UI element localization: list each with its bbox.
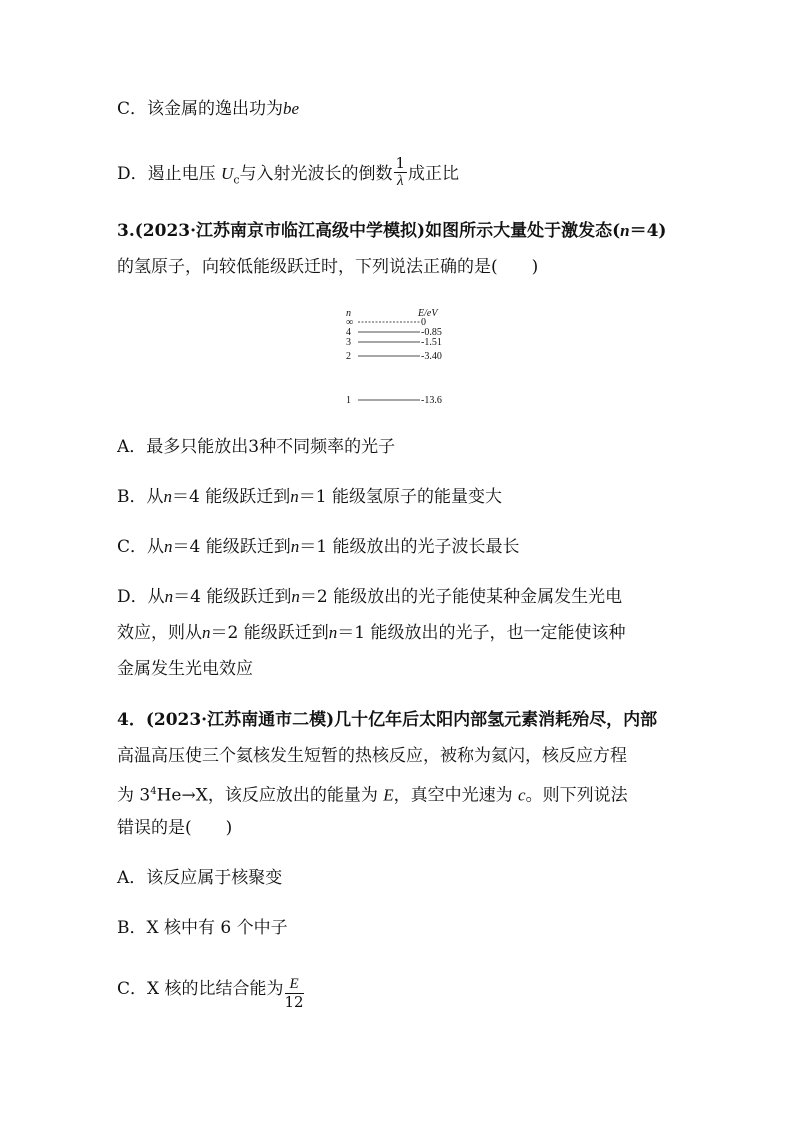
level-energy-label: -1.51 — [421, 337, 442, 348]
level-n-label: 4 — [346, 327, 351, 338]
q3-option-d-start: D．从 — [117, 587, 165, 607]
level-energy-label: -13.6 — [421, 395, 442, 406]
level-energy-label: -3.40 — [421, 351, 442, 362]
q3-option-d-line-2-start: 效应，则从 — [117, 623, 202, 643]
q2-option-d-fraction — [394, 155, 408, 190]
q2-option-d-end: 成正比 — [408, 164, 460, 184]
q3-option-c-middle: ＝4 能级跃迁到 — [172, 537, 291, 557]
q4-text: ，该反应放出的能量为 — [207, 785, 384, 806]
q4-option-a: A．该反应属于核聚变 — [117, 868, 283, 888]
q3-option-c-end: ＝1 能级放出的光子波长最长 — [299, 537, 520, 557]
q3-option-b-middle: ＝4 能级跃迁到 — [172, 487, 291, 507]
q4-mass-number: 4 — [150, 786, 157, 797]
q2-option-d-voltage-subscript: c — [233, 173, 240, 187]
q4-stem-line-2: 高温高压使三个氦核发生短暂的热核反应，被称为氦闪，核反应方程 — [117, 746, 627, 766]
n-symbol: n — [164, 587, 174, 606]
diagram-n-header: n — [346, 308, 351, 319]
n-symbol: n — [328, 623, 338, 642]
q3-stem-n: n — [620, 221, 630, 240]
n-symbol: n — [163, 487, 172, 506]
q3-option-b — [117, 486, 502, 508]
q4-text-3: 。则下列说法 — [525, 785, 628, 806]
q3-option-b-start: B．从 — [117, 487, 164, 507]
q2-option-d-middle: 与入射光波长的倒数 — [239, 164, 393, 184]
q4-stem-line-3 — [117, 781, 628, 807]
q4-equation-coefficient: 为 3 — [117, 785, 151, 806]
n-symbol: n — [290, 537, 300, 556]
n-symbol: n — [202, 623, 211, 642]
q4-stem-line-1: 4．(2023·江苏南通市二模)几十亿年后太阳内部氢元素消耗殆尽，内部 — [117, 710, 658, 730]
q3-option-d-middle: ＝4 能级跃迁到 — [173, 587, 292, 607]
q4-option-c — [117, 972, 305, 1011]
q3-option-c — [117, 536, 519, 558]
fraction-numerator: 1 — [395, 154, 406, 172]
n-symbol: n — [290, 487, 299, 506]
q2-option-c-variable: be — [283, 99, 300, 118]
q3-option-d-line-1 — [117, 586, 622, 608]
q4-option-c-fraction — [285, 976, 304, 1011]
level-energy-label: -0.85 — [421, 327, 442, 338]
q3-option-d-line-3: 金属发生光电效应 — [117, 659, 253, 679]
q4-option-b: B．X 核中有 6 个中子 — [117, 918, 288, 938]
energy-levels — [346, 317, 442, 406]
q3-option-a: A．最多只能放出3种不同频率的光子 — [117, 437, 396, 457]
q3-stem-text: 3.(2023·江苏南京市临江高级中学模拟)如图所示大量处于激发态( — [117, 221, 621, 241]
q4-light-speed-symbol: c — [518, 785, 526, 805]
q3-option-b-end: ＝1 能级氢原子的能量变大 — [298, 487, 502, 507]
q4-stem-line-4: 错误的是( ) — [117, 818, 233, 838]
q2-option-d — [117, 154, 460, 192]
q3-option-d-line-2-middle: ＝2 能级跃迁到 — [210, 623, 329, 643]
fraction-denominator: λ — [397, 173, 404, 189]
level-n-label: 2 — [346, 351, 351, 362]
q4-energy-symbol: E — [383, 785, 394, 805]
diagram-energy-header: E/eV — [418, 308, 438, 319]
q3-stem-line-1 — [117, 220, 666, 242]
level-energy-label: 0 — [421, 317, 426, 328]
q3-option-d-line-2 — [117, 622, 625, 644]
q2-option-d-text: D．遏止电压 — [117, 164, 222, 184]
q4-equation: He→X — [156, 785, 208, 806]
q2-option-d-voltage-symbol: U — [221, 164, 234, 183]
q3-stem-value: ＝4) — [629, 221, 667, 241]
energy-level-diagram — [340, 306, 460, 410]
q2-option-c — [117, 98, 299, 120]
q3-option-d-line-2-end: ＝1 能级放出的光子，也一定能使该种 — [337, 623, 626, 643]
q4-option-c-text: C．X 核的比结合能为 — [117, 979, 284, 999]
fraction-numerator: E — [285, 976, 304, 994]
n-symbol: n — [164, 537, 173, 556]
q4-text-2: ，真空中光速为 — [393, 785, 519, 806]
q3-option-c-start: C．从 — [117, 537, 165, 557]
n-symbol: n — [291, 587, 300, 606]
level-n-label: 3 — [346, 337, 351, 348]
q3-stem-line-2: 的氢原子，向较低能级跃迁时，下列说法正确的是( ) — [117, 257, 539, 277]
q3-option-d-end: ＝2 能级放出的光子能使某种金属发生光电 — [299, 587, 623, 607]
level-n-label: 1 — [346, 395, 351, 406]
level-n-label: ∞ — [346, 317, 354, 328]
q2-option-c-text: C．该金属的逸出功为 — [117, 99, 284, 119]
fraction-denominator: 12 — [284, 993, 304, 1011]
